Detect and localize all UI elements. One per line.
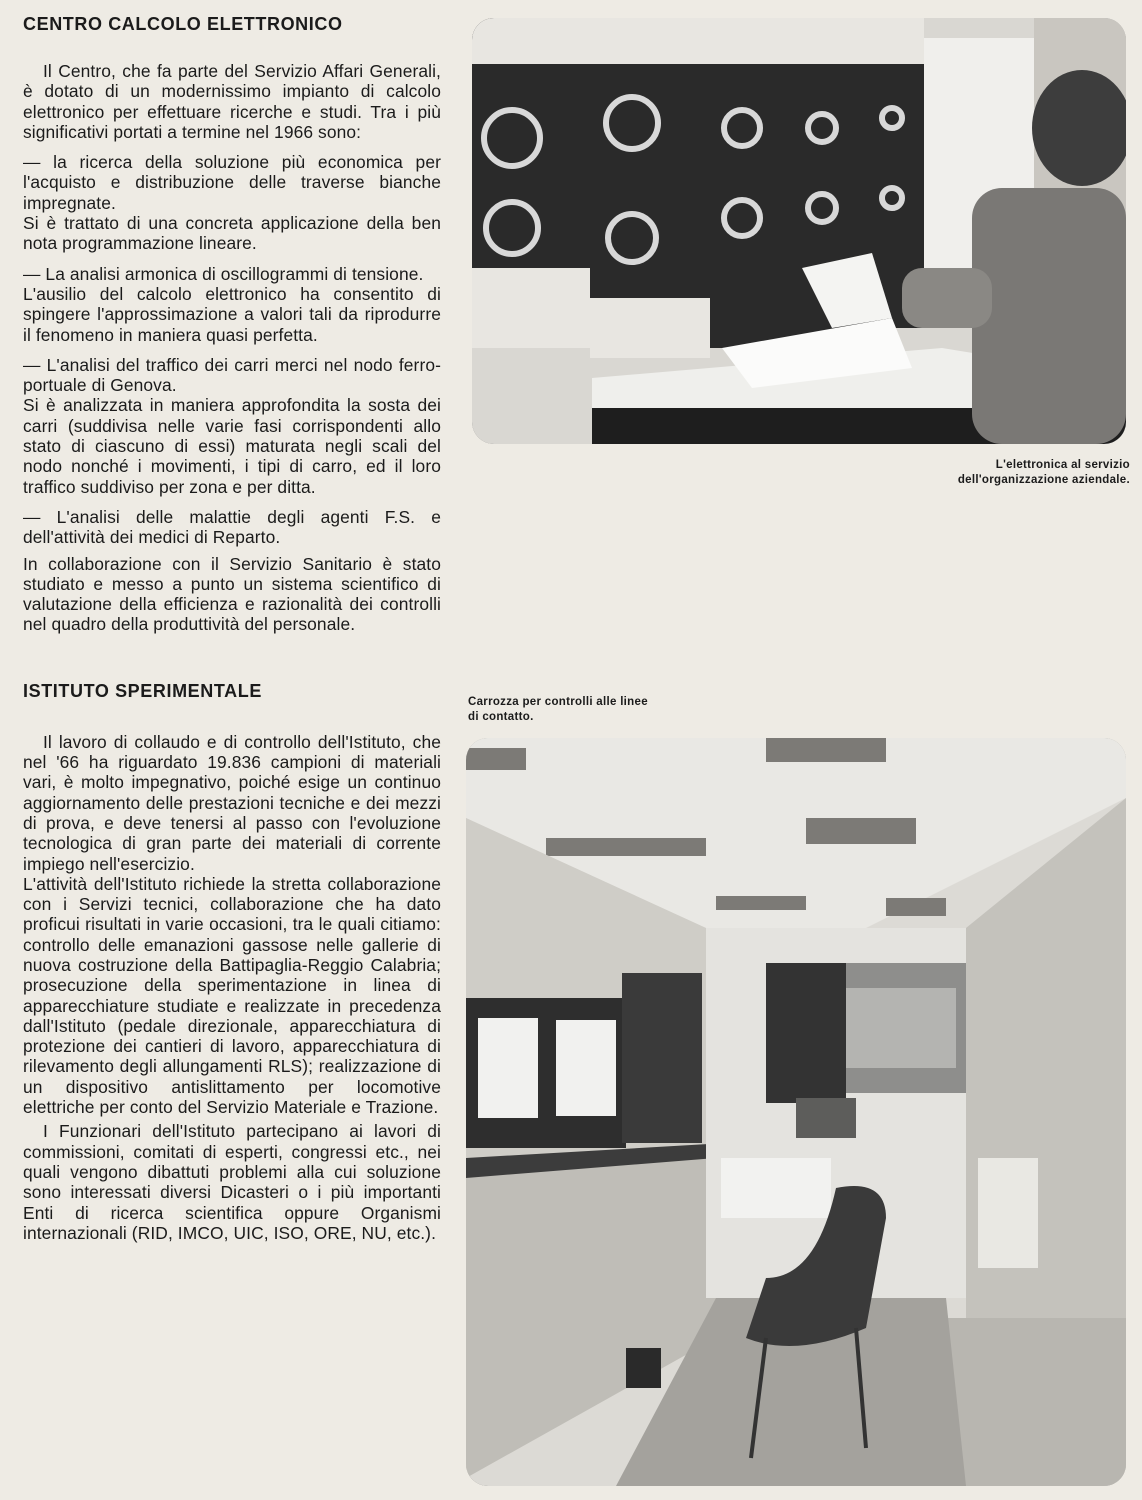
paragraph: Si è trattato di una concreta applicazione della ben nota programmazione lineare.	[23, 213, 441, 254]
paragraph: Si è analizzata in maniera approfondita la sosta dei carri (suddivisa nelle varie fasi corrispondenti allo stato di ciascuno di essi) maturata negli scali del nodo nonché i movimenti, i tipi di carro, ed il loro traffico suddiviso per zona e per ditta.	[23, 395, 441, 497]
computer-room-illustration	[472, 18, 1126, 444]
section-heading-centro-calcolo: CENTRO CALCOLO ELETTRONICO	[23, 14, 343, 34]
paragraph: — L'analisi del traffico dei carri merci nel nodo ferro-portuale di Genova.	[23, 354, 441, 396]
section-heading-istituto: ISTITUTO SPERIMENTALE	[23, 680, 262, 701]
paragraph: Il Centro, che fa parte del Servizio Affari Generali, è dotato di un modernissimo impianto di calcolo elettronico per effettuare ricerche e studi. Tra i più significativi portati a termine nel 1966 sono:	[23, 61, 441, 142]
paragraph: Il lavoro di collaudo e di controllo dell'Istituto, che nel '66 ha riguardato 19.836 campioni di materiali vari, è molto impegnativo, poiché esige un continuo aggiornamento delle prestazioni tecniche e dei mezzi di prova, e deve tenersi al passo con l'evoluzione tecnologica di gran parte dei materiali di corrente impiego nell'esercizio.	[23, 731, 441, 874]
control-car-illustration	[466, 738, 1126, 1486]
paragraph: L'ausilio del calcolo elettronico ha consentito di spingere l'approssimazione a valori tali da riprodurre il fenomeno in maniera quasi perfetta.	[23, 283, 441, 345]
paragraph: — la ricerca della soluzione più economica per l'acquisto e distribuzione delle traverse bianche impregnate.	[23, 152, 441, 213]
control-car-photo	[466, 738, 1126, 1486]
computer-room-photo	[472, 18, 1126, 444]
paragraph: I Funzionari dell'Istituto partecipano ai lavori di commissioni, comitati di esperti, congressi etc., nei quali vengono dibattuti problemi alla cui soluzione sono interessati diversi Dicasteri o i più importanti Enti di ricerca scientifica oppure Organismi internazionali (RID, IMCO, UIC, ISO, ORE, NU, etc.).	[23, 1121, 441, 1243]
paragraph: In collaborazione con il Servizio Sanitario è stato studiato e messo a punto un sistema scientifico di valutazione della efficienza e razionalità dei controlli nel quadro della produttività del personale.	[23, 553, 441, 635]
left-column	[23, 14, 441, 1243]
photo1-caption: L'elettronica al servizio dell'organizzazione aziendale.	[957, 459, 1130, 486]
paragraph: L'attività dell'Istituto richiede la stretta collaborazione con i Servizi tecnici, collaborazione che ha dato proficui risultati in varie occasioni, tra le quali citiamo: controllo delle emanazioni gassose nelle gallerie di nuova costruzione della Battipaglia-Reggio Calabria; prosecuzione della sperimentazione in linea di apparecchiature studiate e realizzate in precedenza dall'Istituto (pedale direzionale, apparecchiatura di protezione dei cantieri di lavoro, apparecchiatura di rilevamento degli allungamenti RLS); realizzazione di un dispositivo antislittamento per locomotive elettriche per conto del Servizio Materiale e Trazione.	[23, 873, 441, 1118]
paragraph: — La analisi armonica di oscillogrammi di tensione.	[23, 263, 424, 284]
photo2-caption: Carrozza per controlli alle linee di contatto.	[468, 696, 648, 723]
paragraph: — L'analisi delle malattie degli agenti F.S. e dell'attività dei medici di Reparto.	[23, 506, 441, 548]
